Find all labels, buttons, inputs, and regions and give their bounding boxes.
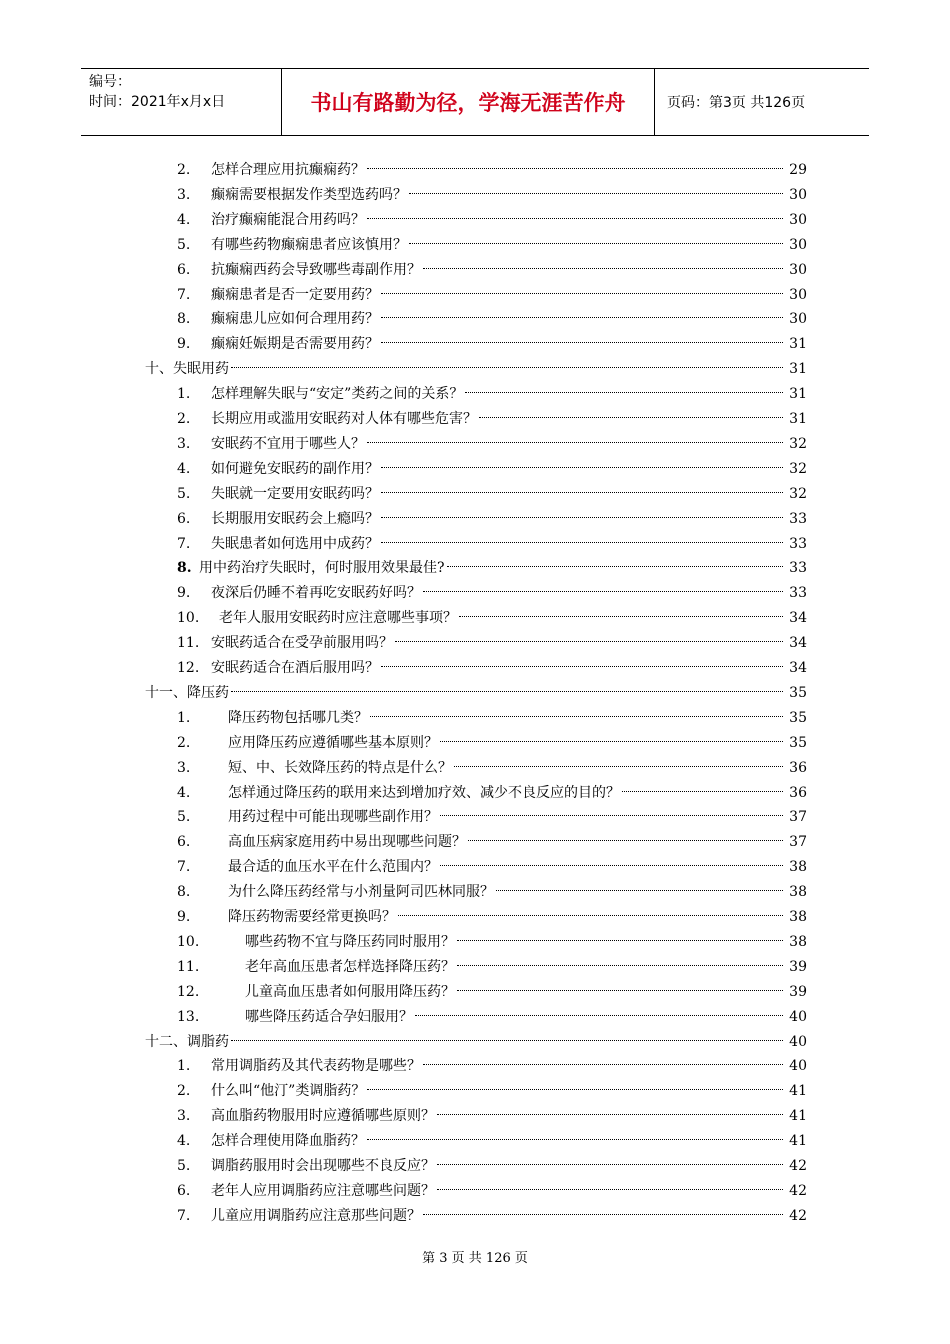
toc-entry-number: 10. [177,933,200,950]
toc-entry[interactable] [0,432,807,457]
toc-entry[interactable] [0,706,807,731]
toc-dot-leader [415,1014,783,1016]
toc-entry-title: 哪些药物不宜与降压药同时服用？ [245,933,455,950]
toc-entry-title: 哪些降压药适合孕妇服用？ [245,1008,413,1025]
toc-page-number: 35 [789,684,807,701]
toc-entry-title: 短、中、长效降压药的特点是什么？ [228,759,452,776]
toc-page-number: 40 [789,1033,807,1050]
toc-entry[interactable] [0,1005,807,1030]
toc-entry[interactable] [0,382,807,407]
toc-entry-number: 3. [177,186,191,203]
toc-entry-number: 2. [177,162,191,178]
toc-entry-title: 抗癫痫西药会导致哪些毒副作用？ [211,261,421,278]
toc-entry-title: 为什么降压药经常与小剂量阿司匹林同服？ [228,884,494,901]
toc-dot-leader [440,814,783,816]
toc-entry-title: 常用调脂药及其代表药物是哪些？ [211,1058,421,1075]
toc-entry[interactable] [0,556,807,581]
toc-dot-leader [423,1213,783,1215]
toc-entry-title: 癫痫需要根据发作类型选药吗？ [211,186,407,203]
toc-entry[interactable] [0,233,807,258]
toc-dot-leader [437,1188,783,1190]
toc-entry[interactable] [0,1154,807,1179]
toc-entry-title: 老年人服用安眠药时应注意哪些事项？ [219,610,457,627]
toc-entry-number: 6. [177,1182,191,1199]
toc-entry-title: 高血脂药物服用时应遵循哪些原则？ [211,1108,435,1125]
toc-dot-leader [381,541,783,543]
toc-entry-number: 2. [177,734,191,751]
toc-entry-number: 5. [177,1158,191,1174]
toc-entry-number: 3. [177,1108,191,1125]
toc-section-heading[interactable] [0,681,807,706]
toc-entry-title: 长期服用安眠药会上瘾吗？ [211,510,379,527]
toc-entry[interactable] [0,581,807,606]
toc-page-number: 39 [789,983,807,1000]
toc-entry-number: 1. [177,386,191,403]
toc-entry[interactable] [0,731,807,756]
toc-page-number: 34 [789,660,807,676]
toc-entry[interactable] [0,283,807,308]
toc-entry-title: 失眠就一定要用安眠药吗？ [211,485,379,502]
toc-entry-title: 应用降压药应遵循哪些基本原则？ [228,734,438,751]
toc-entry-title: 长期应用或滥用安眠药对人体有哪些危害？ [211,411,477,427]
toc-dot-leader [398,914,783,916]
toc-entry[interactable] [0,1104,807,1129]
toc-entry-title: 癫痫患者是否一定要用药？ [211,286,379,303]
toc-entry-number: 3. [177,759,191,776]
toc-dot-leader [367,441,783,443]
toc-entry[interactable] [0,532,807,557]
toc-page-number: 40 [789,1008,807,1025]
toc-dot-leader [468,839,783,841]
toc-entry-number: 9. [177,336,191,353]
toc-section-title: 十、失眠用药 [145,361,229,378]
toc-entry-number: 2. [177,1083,191,1100]
toc-entry-title: 安眠药适合在酒后服用吗？ [211,660,379,676]
toc-page-number: 40 [789,1058,807,1075]
toc-page-number: 31 [789,411,807,427]
toc-entry[interactable] [0,905,807,930]
toc-entry-number: 11. [177,635,200,652]
toc-page-number: 38 [789,884,807,901]
toc-entry[interactable] [0,955,807,980]
toc-dot-leader [231,366,783,368]
toc-dot-leader [622,790,783,792]
toc-dot-leader [409,242,783,244]
toc-dot-leader [381,466,783,468]
toc-entry-number: 1. [177,1058,191,1075]
toc-entry-title: 老年人应用调脂药应注意哪些问题？ [211,1182,435,1199]
toc-section-title: 十一、降压药 [145,684,229,701]
toc-entry-number: 4. [177,784,191,801]
toc-page-number: 32 [789,460,807,477]
toc-page-number: 29 [789,162,807,178]
toc-entry-title: 高血压病家庭用药中易出现哪些问题？ [228,834,466,851]
toc-section-title: 十二、调脂药 [145,1033,229,1050]
toc-section-heading[interactable] [0,1030,807,1055]
toc-entry[interactable] [0,830,807,855]
toc-dot-leader [457,964,783,966]
toc-page-number: 39 [789,958,807,975]
toc-entry-number: 4. [177,460,191,477]
toc-entry[interactable] [0,457,807,482]
toc-entry-number: 8. [177,884,191,901]
toc-entry[interactable] [0,1079,807,1104]
toc-page-number: 30 [789,211,807,228]
toc-entry-title: 安眠药不宜用于哪些人？ [211,435,365,452]
toc-entry-number: 11. [177,958,200,975]
toc-entry-title: 怎样通过降压药的联用来达到增加疗效、减少不良反应的目的？ [228,784,620,801]
toc-page-number: 38 [789,933,807,950]
toc-entry[interactable] [0,880,807,905]
toc-dot-leader [465,391,783,393]
toc-page-number: 31 [789,336,807,353]
toc-entry-number: 5. [177,236,191,253]
toc-entry-title: 儿童高血压患者如何服用降压药？ [245,983,455,1000]
toc-entry-number: 3. [177,435,191,452]
toc-entry-number: 7. [177,535,191,552]
toc-entry[interactable] [0,1179,807,1204]
toc-entry-number: 9. [177,909,191,925]
toc-page-number: 42 [789,1158,807,1174]
toc-dot-leader [367,167,783,169]
toc-entry[interactable] [0,930,807,955]
toc-entry[interactable] [0,407,807,432]
toc-page-number: 32 [789,435,807,452]
toc-page-number: 41 [789,1133,807,1150]
toc-dot-leader [381,516,783,518]
toc-page-number: 36 [789,759,807,776]
toc-dot-leader [447,565,783,567]
toc-page-number: 30 [789,236,807,253]
toc-page-number: 33 [789,585,807,602]
toc-entry-title: 儿童应用调脂药应注意那些问题？ [211,1207,421,1224]
toc-entry-number: 10. [177,610,200,627]
toc-entry[interactable] [0,208,807,233]
toc-entry-title: 怎样合理应用抗癫痫药？ [211,162,365,178]
toc-dot-leader [231,1039,783,1041]
toc-dot-leader [437,1163,783,1165]
toc-entry-title: 夜深后仍睡不着再吃安眠药好吗？ [211,585,421,602]
toc-page-number: 34 [789,610,807,627]
toc-dot-leader [381,491,783,493]
toc-entry[interactable] [0,183,807,208]
toc-page-number: 35 [789,709,807,726]
toc-entry[interactable] [0,781,807,806]
toc-page-number: 41 [789,1083,807,1100]
toc-dot-leader [423,590,783,592]
toc-page-number: 31 [789,361,807,378]
toc-entry[interactable] [0,482,807,507]
toc-page-number: 31 [789,386,807,403]
toc-page-number: 42 [789,1182,807,1199]
toc-page-number: 33 [789,535,807,552]
toc-entry-number: 4. [177,211,191,228]
toc-page-number: 30 [789,261,807,278]
toc-dot-leader [459,615,783,617]
toc-page-number: 38 [789,909,807,925]
toc-dot-leader [381,316,783,318]
toc-section-heading[interactable] [0,357,807,382]
toc-entry-title: 用药过程中可能出现哪些副作用？ [228,809,438,826]
toc-page-number: 30 [789,286,807,303]
toc-page-number: 38 [789,859,807,876]
toc-entry[interactable] [0,158,807,183]
toc-page-number: 30 [789,186,807,203]
toc-entry-number: 6. [177,510,191,527]
toc-page-number: 33 [789,560,807,577]
toc-dot-leader [423,267,783,269]
page-footer: 第 3 页 共 126 页 [422,1251,528,1266]
header-page-info: 页码：第3页 共126页 [667,95,806,111]
header-meta [81,69,281,135]
toc-entry-number: 7. [177,1207,191,1224]
toc-dot-leader [370,715,783,717]
toc-entry-title: 癫痫妊娠期是否需要用药？ [211,336,379,353]
toc-entry-number: 12. [177,660,200,676]
toc-page-number: 33 [789,510,807,527]
toc-dot-leader [496,889,783,891]
toc-page-number: 42 [789,1207,807,1224]
toc-entry-title: 失眠患者如何选用中成药？ [211,535,379,552]
toc-entry-number: 8. [177,560,192,577]
toc-entry-number: 5. [177,809,191,826]
toc-dot-leader [457,989,783,991]
toc-page-number: 41 [789,1108,807,1125]
toc-entry-title: 怎样合理使用降血脂药？ [211,1133,365,1150]
toc-dot-leader [423,1063,783,1065]
toc-dot-leader [395,640,783,642]
toc-dot-leader [479,416,783,418]
toc-entry-number: 2. [177,411,191,427]
time-label: 时间：2021年x月x日 [89,94,226,110]
toc-entry[interactable] [0,307,807,332]
toc-entry-title: 怎样理解失眠与“安定”类药之间的关系？ [211,386,464,403]
toc-entry-number: 7. [177,859,191,876]
toc-entry-title: 降压药物包括哪几类？ [228,709,368,726]
toc-page-number: 32 [789,485,807,502]
toc-dot-leader [367,1088,783,1090]
toc-entry-title: 最合适的血压水平在什么范围内？ [228,859,438,876]
toc-entry[interactable] [0,980,807,1005]
page-header [81,68,869,136]
toc-page-number: 30 [789,311,807,328]
toc-dot-leader [409,192,783,194]
toc-entry-title: 安眠药适合在受孕前服用吗？ [211,635,393,652]
toc-page-number: 34 [789,635,807,652]
toc-entry-number: 7. [177,286,191,303]
toc-page-number: 37 [789,809,807,826]
toc-entry[interactable] [0,1204,807,1229]
toc-entry-number: 12. [177,983,200,1000]
toc-entry[interactable] [0,1129,807,1154]
toc-entry[interactable] [0,756,807,781]
toc-entry[interactable] [0,1054,807,1079]
toc-entry-number: 9. [177,585,191,602]
toc-entry-title: 有哪些药物癫痫患者应该慎用？ [211,236,407,253]
toc-dot-leader [367,1138,783,1140]
toc-dot-leader [367,217,783,219]
toc-entry-title: 降压药物需要经常更换吗？ [228,909,396,925]
toc-dot-leader [231,690,783,692]
toc-dot-leader [437,1113,783,1115]
toc-entry-number: 1. [177,709,191,726]
toc-dot-leader [381,341,783,343]
toc-entry-number: 4. [177,1133,191,1150]
toc-entry-title: 用中药治疗失眠时，何时服用效果最佳? [199,560,445,577]
toc-entry[interactable] [0,855,807,880]
toc-entry-title: 如何避免安眠药的副作用？ [211,460,379,477]
toc-entry[interactable] [0,606,807,631]
toc-entry-title: 调脂药服用时会出现哪些不良反应？ [211,1158,435,1174]
toc-dot-leader [457,939,783,941]
toc-page-number: 36 [789,784,807,801]
toc-entry-number: 6. [177,261,191,278]
toc-dot-leader [440,864,783,866]
toc-entry[interactable] [0,258,807,283]
toc-entry[interactable] [0,805,807,830]
toc-page-number: 37 [789,834,807,851]
toc-dot-leader [454,765,783,767]
toc-entry[interactable] [0,656,807,681]
toc-entry-title: 什么叫“他汀”类调脂药？ [211,1083,366,1100]
toc-dot-leader [440,740,783,742]
toc-entry-number: 5. [177,485,191,502]
toc-entry-number: 8. [177,311,191,328]
toc-dot-leader [381,665,783,667]
toc-entry[interactable] [0,507,807,532]
toc-entry-number: 6. [177,834,191,851]
toc-entry-title: 癫痫患儿应如何合理用药？ [211,311,379,328]
toc-entry-title: 老年高血压患者怎样选择降压药？ [245,958,455,975]
toc-entry-number: 13. [177,1008,200,1025]
toc-dot-leader [381,292,783,294]
toc-entry-title: 治疗癫痫能混合用药吗？ [211,211,365,228]
code-label: 编号： [89,74,131,90]
toc-entry[interactable] [0,332,807,357]
toc-entry[interactable] [0,631,807,656]
toc-page-number: 35 [789,734,807,751]
header-motto: 书山有路勤为径，学海无涯苦作舟 [281,69,655,135]
